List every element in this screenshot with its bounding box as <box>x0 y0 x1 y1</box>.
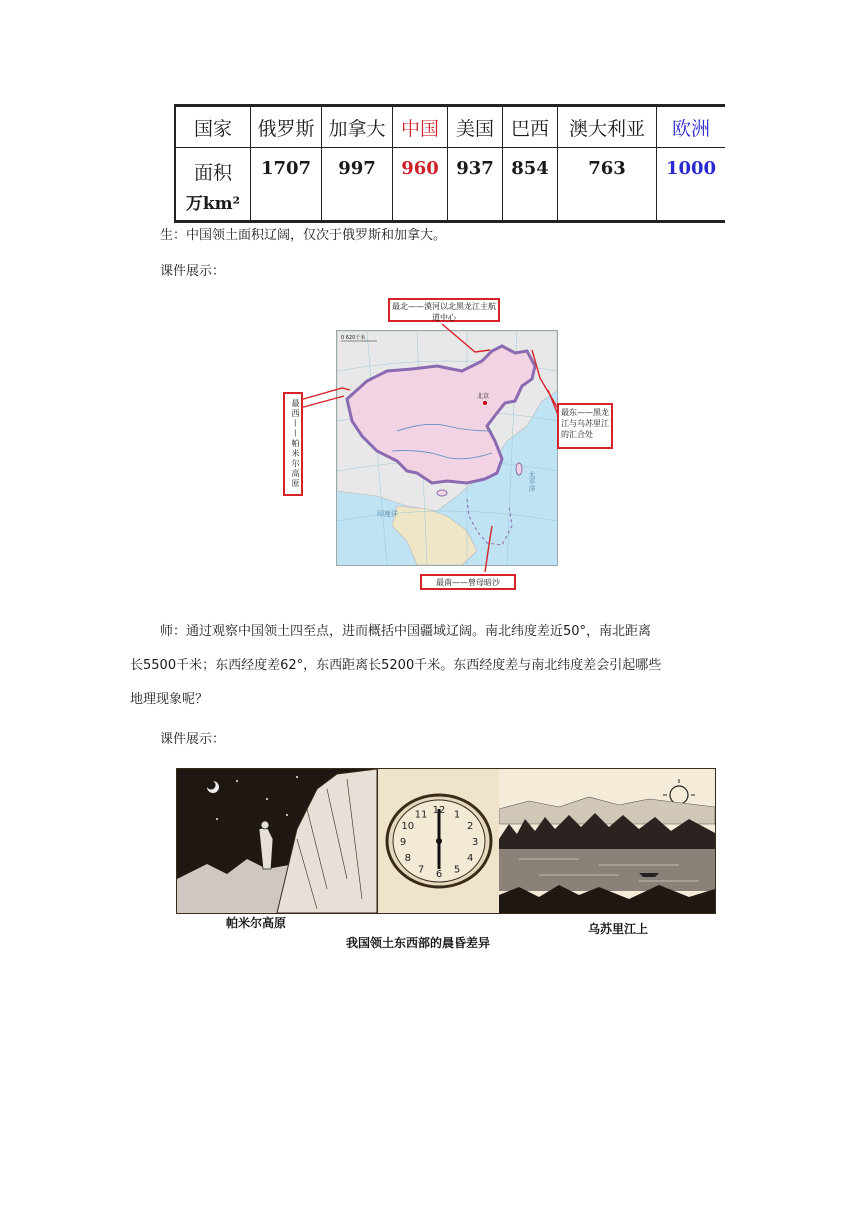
table-header-cell <box>175 106 251 148</box>
callout-west: 最西——帕米尔高原 <box>283 392 303 496</box>
caption-wusuli: 乌苏里江上 <box>588 922 649 936</box>
value-russia: 1707 <box>260 158 312 179</box>
value-brazil: 854 <box>511 158 549 179</box>
table-value-row <box>175 148 725 222</box>
clock-numeral: 4 <box>467 853 474 864</box>
value-usa: 937 <box>456 158 494 179</box>
callout-east: 最东——黑龙江与乌苏里江的汇合处 <box>557 403 613 449</box>
teacher-line-3: 地理现象呢？ <box>130 692 209 707</box>
student-answer: 生：中国领土面积辽阔，仅次于俄罗斯和加拿大。 <box>160 228 447 243</box>
map-sea-label: 印度洋 <box>377 510 398 518</box>
clock-numeral: 7 <box>417 864 425 876</box>
value-cell <box>448 148 503 222</box>
table-header-cell <box>322 106 393 148</box>
table-header-cell <box>393 106 448 148</box>
clock-numeral: 12 <box>432 805 446 816</box>
header-europe: 欧洲 <box>671 117 710 140</box>
table-header-cell <box>558 106 657 148</box>
teacher-line-1: 师：通过观察中国领土四至点，进而概括中国疆域辽阔。南北纬度差近50°，南北距离 <box>160 624 652 639</box>
clock-numeral: 1 <box>453 809 461 821</box>
clock-numeral: 8 <box>404 853 411 864</box>
clock-numeral: 3 <box>471 837 479 848</box>
map-capital-label: 北京 <box>477 393 490 400</box>
value-cell <box>558 148 657 222</box>
value-cell <box>393 148 448 222</box>
courseware-label-2: 课件展示： <box>160 732 226 747</box>
clock-numeral: 10 <box>401 821 415 832</box>
clock-icon <box>378 769 500 913</box>
clock-panel <box>377 769 501 913</box>
caption-pamir: 帕米尔高原 <box>226 916 287 930</box>
callout-north: 最北——漠河以北黑龙江主航道中心 <box>388 298 500 322</box>
value-cell <box>322 148 393 222</box>
pamir-night-graphic <box>177 769 377 913</box>
clock-numeral: 6 <box>435 869 443 880</box>
courseware-label-1: 课件展示： <box>160 264 226 279</box>
callout-south: 最南——曾母暗沙 <box>420 574 516 590</box>
clock-numeral: 2 <box>467 821 474 832</box>
wusuli-dawn-panel <box>499 769 715 913</box>
value-cell <box>657 148 726 222</box>
value-australia: 763 <box>588 158 626 179</box>
map-scale: 0 620千米 <box>341 335 366 341</box>
table-header-cell <box>448 106 503 148</box>
table-header-cell <box>251 106 322 148</box>
value-china: 960 <box>401 158 439 179</box>
table-header-row <box>175 106 725 148</box>
value-cell <box>251 148 322 222</box>
area-comparison-table <box>174 104 725 223</box>
header-russia: 俄罗斯 <box>257 117 315 140</box>
clock-numeral: 11 <box>414 809 428 821</box>
header-brazil: 巴西 <box>510 117 549 140</box>
row-label: 面积 <box>193 162 232 184</box>
header-canada: 加拿大 <box>328 117 386 140</box>
value-canada: 997 <box>338 158 376 179</box>
illustration-title: 我国领土东西部的晨昏差异 <box>346 936 491 950</box>
table-header-cell <box>503 106 558 148</box>
value-cell <box>503 148 558 222</box>
teacher-line-2: 长5500千米；东西经度差62°，东西距离长5200千米。东西经度差与南北纬度差会引起哪些 <box>130 658 662 673</box>
header-australia: 澳大利亚 <box>568 117 645 140</box>
pamir-night-panel <box>177 769 377 913</box>
header-china: 中国 <box>400 117 439 140</box>
dawn-dusk-illustration <box>176 768 716 914</box>
table-header-cell <box>657 106 726 148</box>
clock-numeral: 5 <box>453 864 461 876</box>
header-country-label: 国家 <box>193 117 232 140</box>
row-unit: 万km² <box>185 194 241 214</box>
wusuli-dawn-graphic <box>499 769 715 913</box>
header-usa: 美国 <box>455 117 494 140</box>
row-label-cell <box>175 148 251 222</box>
clock-numeral: 9 <box>399 837 407 848</box>
value-europe: 1000 <box>665 158 717 179</box>
map-sea-label: 太平洋 <box>528 471 536 492</box>
